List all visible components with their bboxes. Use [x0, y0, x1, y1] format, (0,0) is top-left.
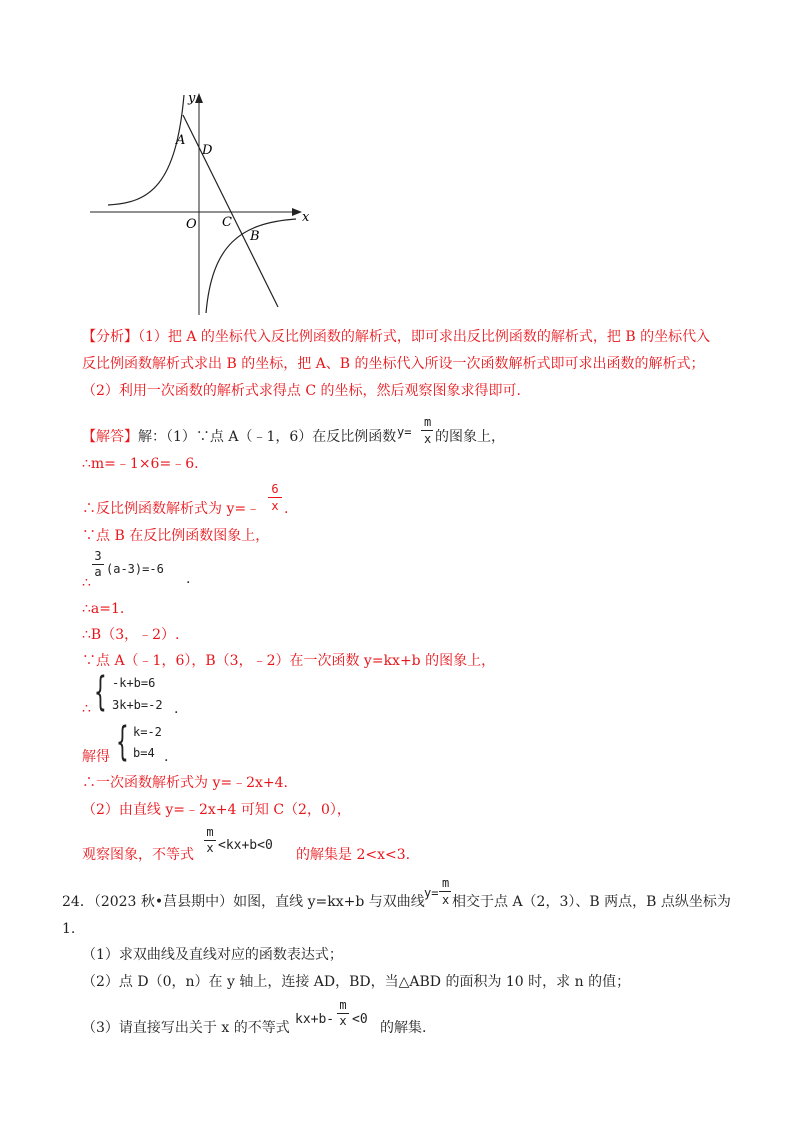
inequality-tail: <0 — [352, 1012, 368, 1027]
formula-denominator: x — [424, 432, 432, 446]
solution-text-1-post: 的图象上， — [435, 429, 505, 445]
solution-line-4: ∵点 B 在反比例函数图象上， — [82, 528, 270, 544]
system-2-eq-2: b=4 — [133, 746, 155, 760]
fraction-6-over-x — [268, 482, 282, 513]
formula-lhs: y= — [397, 425, 412, 439]
denominator-a: a — [94, 565, 102, 579]
solution-line-3-end: . — [284, 501, 289, 517]
analysis-line-3: （2）利用一次函数的解析式求得点 C 的坐标，然后观察图象求得即可. — [82, 383, 521, 399]
analysis-line-1 — [82, 328, 710, 346]
solution-line-6: ∴a=1. — [82, 601, 125, 617]
question-1: （1）求双曲线及直线对应的函数表达式； — [82, 947, 343, 963]
solution-line-11-pre: 观察图象，不等式 — [82, 847, 194, 863]
question-3-pre: （3）请直接写出关于 x 的不等式 — [82, 1020, 290, 1036]
system-1-brace: { — [94, 669, 107, 715]
formula-denominator: x — [442, 893, 450, 907]
solution-line-9: ∴一次函数解析式为 y=﹣2x+4. — [82, 775, 288, 791]
question-2: （2）点 D（0，n）在 y 轴上，连接 AD，BD，当△ABD 的面积为 10 时，求 n 的值； — [82, 974, 631, 990]
analysis-text-1: （1）把 A 的坐标代入反比例函数的解析式，即可求出反比例函数的解析式，把 B 的坐标代入 — [138, 329, 711, 345]
formula-numerator: m — [424, 415, 432, 429]
fraction-3-over-a — [92, 550, 104, 579]
label-y: y — [188, 91, 196, 106]
equation-rest: (a-3)=-6 — [106, 562, 164, 576]
fraction-bar — [268, 497, 282, 498]
solution-tag: 【解答】 — [82, 429, 138, 445]
linear-function-line — [183, 115, 278, 307]
numerator-6: 6 — [271, 482, 279, 496]
fraction-bar — [421, 430, 433, 431]
formula-lhs: y= — [424, 886, 439, 900]
inequality-expression: <kx+b<0 — [218, 838, 273, 853]
label-x: x — [302, 210, 310, 225]
label-a: A — [176, 133, 186, 148]
analysis-line-2: 反比例函数解析式求出 B 的坐标，把 A、B 的坐标代入所设一次函数解析式即可求出函数的解析式； — [82, 356, 705, 372]
numerator-m: m — [206, 825, 214, 839]
problem-24-line-2: 1. — [62, 921, 76, 937]
question-3-post: 的解集. — [380, 1020, 427, 1036]
solution-line-7: ∴B（3，﹣2）. — [82, 627, 180, 643]
x-axis-arrow — [292, 208, 302, 216]
formula-numerator: m — [442, 876, 450, 890]
system-2-pre: 解得 — [82, 749, 110, 765]
solution-text-3: ∴反比例函数解析式为 y=﹣ — [82, 501, 261, 517]
solution-line-8: ∵点 A（﹣1，6），B（3，﹣2）在一次函数 y=kx+b 的图象上， — [82, 653, 496, 669]
solution-line-5-pre: ∴ — [82, 575, 91, 591]
inequality-lhs: kx+b- — [295, 1012, 335, 1027]
solution-text-1: 解：（1）∵点 A（﹣1，6）在反比例函数 — [138, 429, 397, 445]
solution-line-10: （2）由直线 y=﹣2x+4 可知 C（2，0）， — [82, 802, 351, 818]
y-axis-arrow — [195, 93, 203, 103]
denominator-x: x — [206, 841, 214, 855]
label-o: O — [186, 217, 197, 232]
problem-24-line-1-post: 相交于点 A（2，3）、B 两点，B 点纵坐标为 — [452, 894, 731, 910]
problem-24-line-1: 24．（2023 秋•莒县期中）如图，直线 y=kx+b 与双曲线 — [62, 894, 425, 910]
system-2-end: . — [164, 749, 169, 765]
hyperbola-branch-left — [108, 95, 184, 205]
label-c: C — [222, 215, 232, 230]
fraction-m-over-x-2 — [337, 999, 349, 1028]
solution-line-5-end: . — [186, 571, 191, 587]
system-1-end: . — [174, 701, 179, 717]
solution-line-11-post: 的解集是 2<x<3. — [296, 847, 411, 863]
label-b: B — [250, 229, 260, 244]
numerator-m: m — [339, 998, 347, 1012]
solution-line-3 — [82, 500, 260, 518]
solution-line-2: ∴m=﹣1×6=﹣6. — [82, 456, 199, 472]
fraction-m-over-x — [204, 826, 216, 855]
denominator-x: x — [339, 1014, 347, 1028]
system-1-pre: ∴ — [82, 701, 91, 717]
system-1-eq-1: -k+b=6 — [112, 676, 156, 690]
analysis-tag: 【分析】 — [82, 329, 138, 345]
function-graph — [80, 85, 320, 320]
label-d: D — [202, 143, 213, 158]
system-2-brace: { — [116, 719, 129, 765]
numerator-3: 3 — [94, 549, 102, 563]
fraction-bar — [439, 891, 451, 892]
solution-line-1 — [82, 428, 396, 446]
system-2-eq-1: k=-2 — [133, 725, 162, 739]
denominator-x: x — [271, 499, 279, 513]
system-1-eq-2: 3k+b=-2 — [112, 698, 163, 712]
